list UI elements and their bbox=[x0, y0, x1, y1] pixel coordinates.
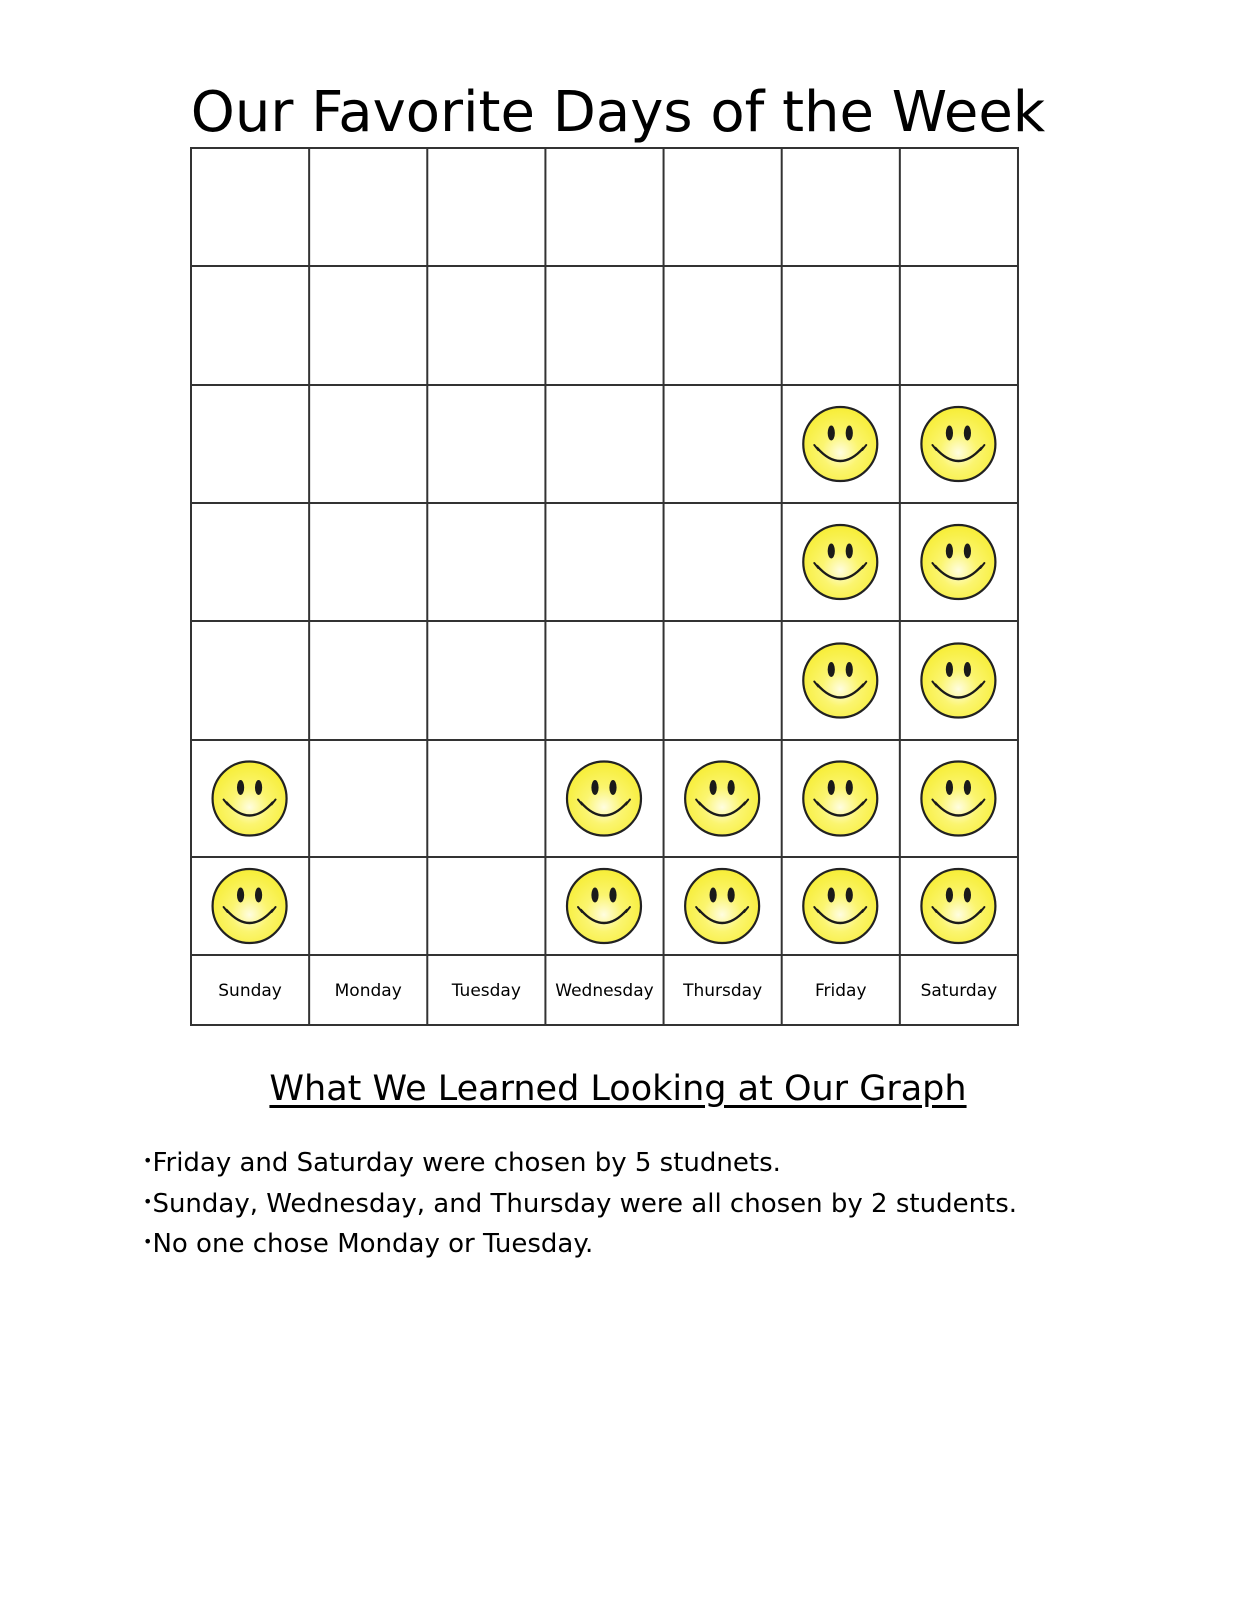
smiley-face-icon bbox=[921, 762, 995, 836]
bullet-icon: • bbox=[143, 1232, 153, 1251]
chart-icons bbox=[213, 407, 996, 943]
finding-text: Friday and Saturday were chosen by 5 studnets. bbox=[152, 1148, 781, 1178]
chart-title: Our Favorite Days of the Week bbox=[190, 80, 1046, 145]
category-label: Wednesday bbox=[555, 981, 654, 1001]
category-labels bbox=[218, 981, 997, 1001]
category-label: Monday bbox=[334, 981, 402, 1001]
smiley-face-icon bbox=[803, 762, 877, 836]
smiley-face-icon bbox=[921, 644, 995, 718]
category-label: Saturday bbox=[920, 981, 998, 1001]
smiley-face-icon bbox=[921, 525, 995, 599]
findings-heading: What We Learned Looking at Our Graph bbox=[269, 1069, 967, 1109]
bullet-icon: • bbox=[143, 1191, 153, 1211]
finding-item bbox=[143, 1223, 1017, 1264]
smiley-face-icon bbox=[921, 407, 995, 481]
category-label: Thursday bbox=[683, 981, 763, 1001]
category-label: Tuesday bbox=[451, 981, 521, 1001]
smiley-face-icon bbox=[567, 869, 641, 943]
finding-text: No one chose Monday or Tuesday. bbox=[152, 1229, 594, 1259]
smiley-face-icon bbox=[567, 762, 641, 836]
smiley-face-icon bbox=[803, 407, 877, 481]
findings-list bbox=[143, 1142, 1017, 1264]
finding-item bbox=[143, 1183, 1017, 1224]
finding-text: Sunday, Wednesday, and Thursday were all chosen by 2 students. bbox=[152, 1188, 1018, 1219]
smiley-face-icon bbox=[803, 525, 877, 599]
smiley-face-icon bbox=[803, 869, 877, 943]
category-label: Sunday bbox=[218, 981, 282, 1001]
smiley-face-icon bbox=[213, 869, 287, 943]
finding-item bbox=[143, 1142, 1017, 1183]
smiley-face-icon bbox=[803, 644, 877, 718]
category-label: Friday bbox=[815, 981, 867, 1001]
smiley-face-icon bbox=[921, 869, 995, 943]
smiley-face-icon bbox=[213, 762, 287, 836]
smiley-face-icon bbox=[685, 869, 759, 943]
smiley-face-icon bbox=[685, 762, 759, 836]
bullet-icon: • bbox=[143, 1151, 153, 1170]
